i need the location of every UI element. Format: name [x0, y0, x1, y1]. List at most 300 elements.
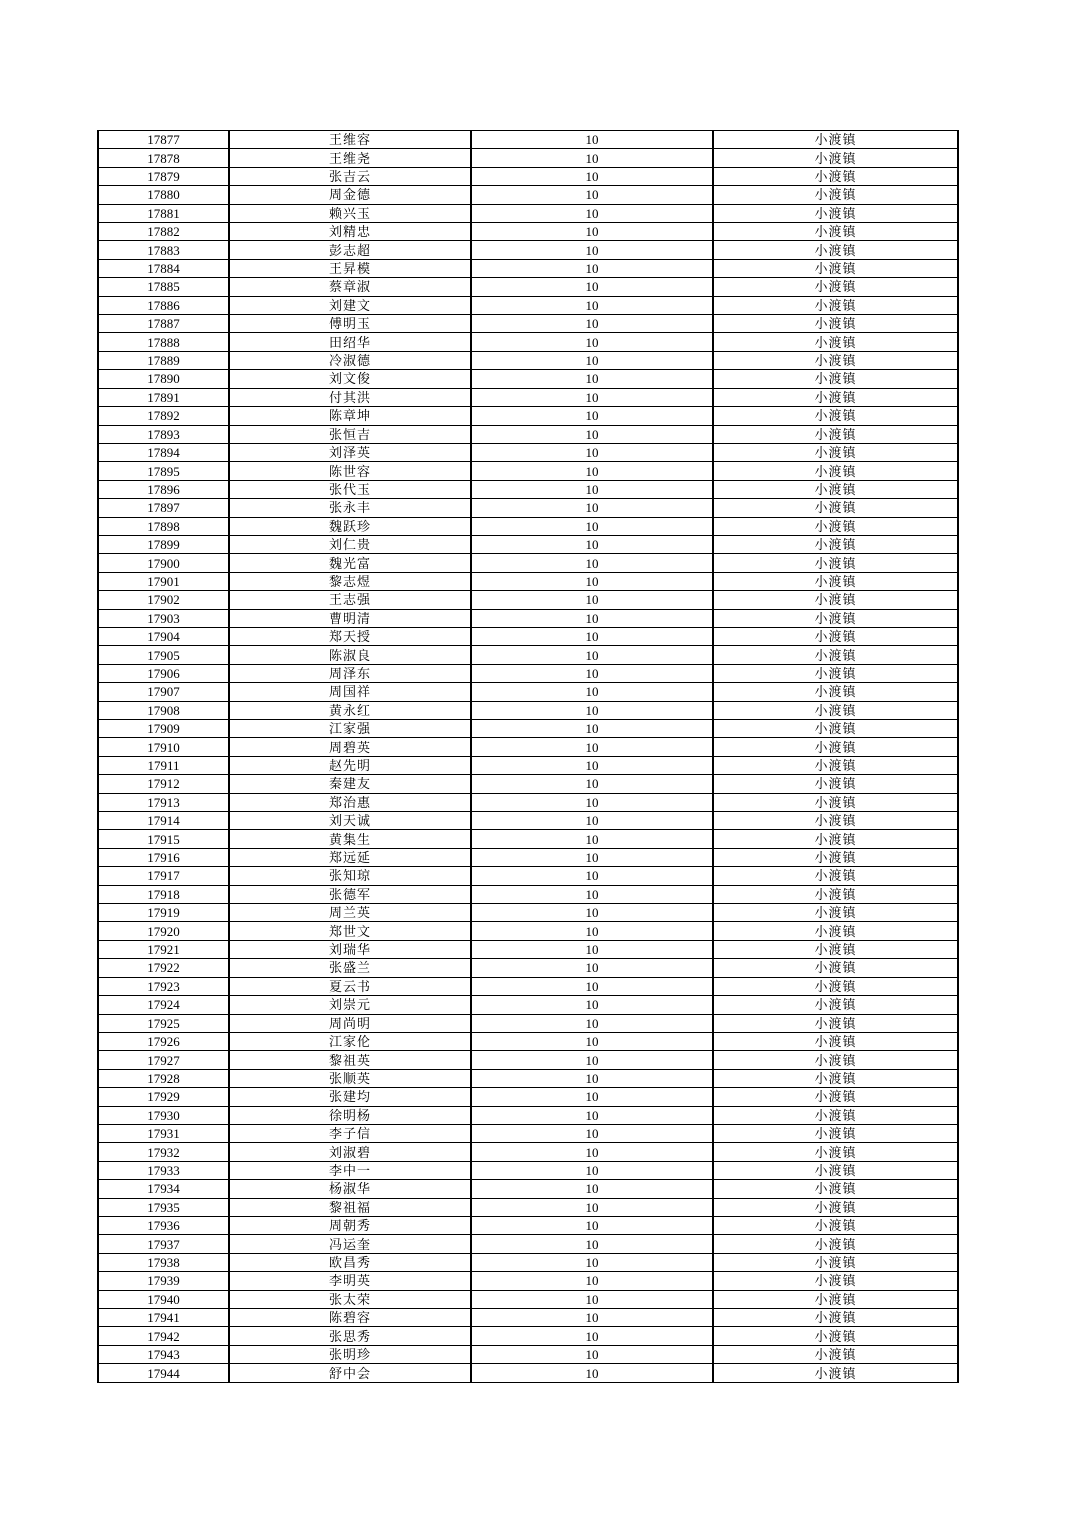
value-cell: 10 — [471, 1364, 713, 1383]
name-cell: 秦建友 — [229, 775, 471, 793]
table-row — [98, 609, 958, 627]
value-cell: 10 — [471, 1106, 713, 1124]
value-cell: 10 — [471, 996, 713, 1014]
name-cell: 陈世容 — [229, 462, 471, 480]
value-cell: 10 — [471, 535, 713, 553]
row-id-cell: 17943 — [98, 1345, 229, 1363]
value-cell: 10 — [471, 315, 713, 333]
table-body — [98, 131, 958, 1383]
value-cell: 10 — [471, 793, 713, 811]
table-row — [98, 1290, 958, 1308]
row-id-cell: 17929 — [98, 1088, 229, 1106]
value-cell: 10 — [471, 959, 713, 977]
table-row — [98, 1069, 958, 1087]
value-cell: 10 — [471, 922, 713, 940]
name-cell: 江家伦 — [229, 1032, 471, 1050]
town-cell: 小渡镇 — [713, 664, 958, 682]
name-cell: 王志强 — [229, 591, 471, 609]
row-id-cell: 17922 — [98, 959, 229, 977]
town-cell: 小渡镇 — [713, 278, 958, 296]
town-cell: 小渡镇 — [713, 499, 958, 517]
value-cell: 10 — [471, 1272, 713, 1290]
row-id-cell: 17918 — [98, 885, 229, 903]
value-cell: 10 — [471, 462, 713, 480]
value-cell: 10 — [471, 131, 713, 149]
table-row — [98, 812, 958, 830]
town-cell: 小渡镇 — [713, 167, 958, 185]
row-id-cell: 17914 — [98, 812, 229, 830]
table-row — [98, 940, 958, 958]
table-row — [98, 977, 958, 995]
row-id-cell: 17915 — [98, 830, 229, 848]
row-id-cell: 17891 — [98, 388, 229, 406]
value-cell: 10 — [471, 1124, 713, 1142]
row-id-cell: 17928 — [98, 1069, 229, 1087]
row-id-cell: 17877 — [98, 131, 229, 149]
table-row — [98, 1014, 958, 1032]
table-row — [98, 793, 958, 811]
town-cell: 小渡镇 — [713, 1216, 958, 1234]
name-cell: 张永丰 — [229, 499, 471, 517]
table-row — [98, 223, 958, 241]
name-cell: 黎志煜 — [229, 572, 471, 590]
town-cell: 小渡镇 — [713, 1290, 958, 1308]
name-cell: 周碧英 — [229, 738, 471, 756]
table-row — [98, 1364, 958, 1383]
town-cell: 小渡镇 — [713, 443, 958, 461]
name-cell: 郑天授 — [229, 627, 471, 645]
row-id-cell: 17934 — [98, 1180, 229, 1198]
town-cell: 小渡镇 — [713, 333, 958, 351]
row-id-cell: 17926 — [98, 1032, 229, 1050]
name-cell: 黎祖英 — [229, 1051, 471, 1069]
name-cell: 刘淑碧 — [229, 1143, 471, 1161]
name-cell: 魏跃珍 — [229, 517, 471, 535]
row-id-cell: 17884 — [98, 259, 229, 277]
name-cell: 李中一 — [229, 1161, 471, 1179]
row-id-cell: 17944 — [98, 1364, 229, 1383]
value-cell: 10 — [471, 1143, 713, 1161]
town-cell: 小渡镇 — [713, 812, 958, 830]
value-cell: 10 — [471, 407, 713, 425]
name-cell: 张代玉 — [229, 480, 471, 498]
town-cell: 小渡镇 — [713, 1272, 958, 1290]
name-cell: 彭志超 — [229, 241, 471, 259]
value-cell: 10 — [471, 149, 713, 167]
row-id-cell: 17906 — [98, 664, 229, 682]
row-id-cell: 17883 — [98, 241, 229, 259]
row-id-cell: 17879 — [98, 167, 229, 185]
town-cell: 小渡镇 — [713, 609, 958, 627]
name-cell: 刘建文 — [229, 296, 471, 314]
table-row — [98, 554, 958, 572]
town-cell: 小渡镇 — [713, 204, 958, 222]
row-id-cell: 17898 — [98, 517, 229, 535]
name-cell: 张思秀 — [229, 1327, 471, 1345]
value-cell: 10 — [471, 425, 713, 443]
value-cell: 10 — [471, 1198, 713, 1216]
town-cell: 小渡镇 — [713, 940, 958, 958]
value-cell: 10 — [471, 1088, 713, 1106]
town-cell: 小渡镇 — [713, 1345, 958, 1363]
table-row — [98, 1088, 958, 1106]
name-cell: 付其洪 — [229, 388, 471, 406]
name-cell: 周尚明 — [229, 1014, 471, 1032]
row-id-cell: 17902 — [98, 591, 229, 609]
row-id-cell: 17933 — [98, 1161, 229, 1179]
name-cell: 杨淑华 — [229, 1180, 471, 1198]
town-cell: 小渡镇 — [713, 683, 958, 701]
name-cell: 赵先明 — [229, 756, 471, 774]
value-cell: 10 — [471, 1290, 713, 1308]
town-cell: 小渡镇 — [713, 480, 958, 498]
value-cell: 10 — [471, 333, 713, 351]
table-row — [98, 1309, 958, 1327]
table-row — [98, 1272, 958, 1290]
town-cell: 小渡镇 — [713, 1180, 958, 1198]
town-cell: 小渡镇 — [713, 1069, 958, 1087]
table-row — [98, 959, 958, 977]
town-cell: 小渡镇 — [713, 388, 958, 406]
row-id-cell: 17909 — [98, 720, 229, 738]
row-id-cell: 17897 — [98, 499, 229, 517]
value-cell: 10 — [471, 351, 713, 369]
name-cell: 夏云书 — [229, 977, 471, 995]
table-row — [98, 591, 958, 609]
name-cell: 张吉云 — [229, 167, 471, 185]
town-cell: 小渡镇 — [713, 996, 958, 1014]
name-cell: 陈碧容 — [229, 1309, 471, 1327]
name-cell: 张建均 — [229, 1088, 471, 1106]
table-row — [98, 885, 958, 903]
name-cell: 刘仁贵 — [229, 535, 471, 553]
row-id-cell: 17885 — [98, 278, 229, 296]
value-cell: 10 — [471, 1309, 713, 1327]
name-cell: 张恒吉 — [229, 425, 471, 443]
table-row — [98, 241, 958, 259]
name-cell: 周朝秀 — [229, 1216, 471, 1234]
name-cell: 张知琼 — [229, 867, 471, 885]
town-cell: 小渡镇 — [713, 1161, 958, 1179]
table-row — [98, 315, 958, 333]
table-row — [98, 904, 958, 922]
row-id-cell: 17911 — [98, 756, 229, 774]
row-id-cell: 17932 — [98, 1143, 229, 1161]
table-row — [98, 1180, 958, 1198]
town-cell: 小渡镇 — [713, 351, 958, 369]
table-row — [98, 443, 958, 461]
table-row — [98, 535, 958, 553]
value-cell: 10 — [471, 756, 713, 774]
town-cell: 小渡镇 — [713, 1309, 958, 1327]
row-id-cell: 17923 — [98, 977, 229, 995]
name-cell: 张太荣 — [229, 1290, 471, 1308]
value-cell: 10 — [471, 259, 713, 277]
value-cell: 10 — [471, 627, 713, 645]
table-row — [98, 499, 958, 517]
value-cell: 10 — [471, 1216, 713, 1234]
row-id-cell: 17910 — [98, 738, 229, 756]
table-row — [98, 407, 958, 425]
table-row — [98, 646, 958, 664]
town-cell: 小渡镇 — [713, 407, 958, 425]
table-row — [98, 1032, 958, 1050]
town-cell: 小渡镇 — [713, 554, 958, 572]
table-row — [98, 775, 958, 793]
town-cell: 小渡镇 — [713, 627, 958, 645]
table-row — [98, 1253, 958, 1271]
town-cell: 小渡镇 — [713, 701, 958, 719]
value-cell: 10 — [471, 1161, 713, 1179]
town-cell: 小渡镇 — [713, 922, 958, 940]
row-id-cell: 17905 — [98, 646, 229, 664]
name-cell: 张明珍 — [229, 1345, 471, 1363]
value-cell: 10 — [471, 738, 713, 756]
value-cell: 10 — [471, 664, 713, 682]
name-cell: 周金德 — [229, 186, 471, 204]
table-row — [98, 1143, 958, 1161]
town-cell: 小渡镇 — [713, 646, 958, 664]
value-cell: 10 — [471, 443, 713, 461]
row-id-cell: 17896 — [98, 480, 229, 498]
value-cell: 10 — [471, 812, 713, 830]
town-cell: 小渡镇 — [713, 756, 958, 774]
town-cell: 小渡镇 — [713, 535, 958, 553]
row-id-cell: 17912 — [98, 775, 229, 793]
name-cell: 黄集生 — [229, 830, 471, 848]
town-cell: 小渡镇 — [713, 959, 958, 977]
value-cell: 10 — [471, 867, 713, 885]
value-cell: 10 — [471, 572, 713, 590]
value-cell: 10 — [471, 720, 713, 738]
name-cell: 王维尧 — [229, 149, 471, 167]
name-cell: 张德军 — [229, 885, 471, 903]
row-id-cell: 17900 — [98, 554, 229, 572]
value-cell: 10 — [471, 885, 713, 903]
table-row — [98, 296, 958, 314]
name-cell: 舒中会 — [229, 1364, 471, 1383]
row-id-cell: 17940 — [98, 1290, 229, 1308]
value-cell: 10 — [471, 646, 713, 664]
town-cell: 小渡镇 — [713, 1327, 958, 1345]
value-cell: 10 — [471, 1032, 713, 1050]
town-cell: 小渡镇 — [713, 775, 958, 793]
value-cell: 10 — [471, 940, 713, 958]
town-cell: 小渡镇 — [713, 131, 958, 149]
name-cell: 王昇模 — [229, 259, 471, 277]
name-cell: 刘天诚 — [229, 812, 471, 830]
value-cell: 10 — [471, 388, 713, 406]
town-cell: 小渡镇 — [713, 830, 958, 848]
town-cell: 小渡镇 — [713, 1124, 958, 1142]
value-cell: 10 — [471, 554, 713, 572]
row-id-cell: 17916 — [98, 848, 229, 866]
value-cell: 10 — [471, 609, 713, 627]
row-id-cell: 17907 — [98, 683, 229, 701]
value-cell: 10 — [471, 830, 713, 848]
row-id-cell: 17941 — [98, 1309, 229, 1327]
table-row — [98, 756, 958, 774]
value-cell: 10 — [471, 480, 713, 498]
row-id-cell: 17878 — [98, 149, 229, 167]
row-id-cell: 17901 — [98, 572, 229, 590]
value-cell: 10 — [471, 1069, 713, 1087]
row-id-cell: 17887 — [98, 315, 229, 333]
value-cell: 10 — [471, 1327, 713, 1345]
value-cell: 10 — [471, 223, 713, 241]
table-row — [98, 186, 958, 204]
name-cell: 魏光富 — [229, 554, 471, 572]
table-row — [98, 370, 958, 388]
row-id-cell: 17938 — [98, 1253, 229, 1271]
town-cell: 小渡镇 — [713, 149, 958, 167]
row-id-cell: 17936 — [98, 1216, 229, 1234]
name-cell: 江家强 — [229, 720, 471, 738]
row-id-cell: 17892 — [98, 407, 229, 425]
town-cell: 小渡镇 — [713, 296, 958, 314]
town-cell: 小渡镇 — [713, 848, 958, 866]
table-row — [98, 149, 958, 167]
value-cell: 10 — [471, 499, 713, 517]
town-cell: 小渡镇 — [713, 1364, 958, 1383]
town-cell: 小渡镇 — [713, 462, 958, 480]
name-cell: 李子信 — [229, 1124, 471, 1142]
name-cell: 徐明杨 — [229, 1106, 471, 1124]
table-row — [98, 259, 958, 277]
town-cell: 小渡镇 — [713, 1032, 958, 1050]
row-id-cell: 17913 — [98, 793, 229, 811]
name-cell: 郑世文 — [229, 922, 471, 940]
data-table — [97, 130, 959, 1383]
value-cell: 10 — [471, 204, 713, 222]
row-id-cell: 17931 — [98, 1124, 229, 1142]
name-cell: 傅明玉 — [229, 315, 471, 333]
table-row — [98, 1124, 958, 1142]
value-cell: 10 — [471, 1235, 713, 1253]
table-row — [98, 664, 958, 682]
row-id-cell: 17895 — [98, 462, 229, 480]
table-row — [98, 1216, 958, 1234]
town-cell: 小渡镇 — [713, 1235, 958, 1253]
value-cell: 10 — [471, 1253, 713, 1271]
row-id-cell: 17920 — [98, 922, 229, 940]
row-id-cell: 17917 — [98, 867, 229, 885]
town-cell: 小渡镇 — [713, 1014, 958, 1032]
value-cell: 10 — [471, 278, 713, 296]
row-id-cell: 17919 — [98, 904, 229, 922]
table-row — [98, 131, 958, 149]
value-cell: 10 — [471, 296, 713, 314]
table-row — [98, 1198, 958, 1216]
town-cell: 小渡镇 — [713, 223, 958, 241]
name-cell: 周国祥 — [229, 683, 471, 701]
value-cell: 10 — [471, 1014, 713, 1032]
name-cell: 蔡章淑 — [229, 278, 471, 296]
row-id-cell: 17893 — [98, 425, 229, 443]
name-cell: 张盛兰 — [229, 959, 471, 977]
row-id-cell: 17942 — [98, 1327, 229, 1345]
table-row — [98, 517, 958, 535]
name-cell: 冯运奎 — [229, 1235, 471, 1253]
name-cell: 刘崇元 — [229, 996, 471, 1014]
row-id-cell: 17882 — [98, 223, 229, 241]
town-cell: 小渡镇 — [713, 793, 958, 811]
value-cell: 10 — [471, 701, 713, 719]
town-cell: 小渡镇 — [713, 315, 958, 333]
town-cell: 小渡镇 — [713, 241, 958, 259]
table-row — [98, 1327, 958, 1345]
table-row — [98, 1051, 958, 1069]
row-id-cell: 17908 — [98, 701, 229, 719]
row-id-cell: 17886 — [98, 296, 229, 314]
name-cell: 曹明清 — [229, 609, 471, 627]
name-cell: 赖兴玉 — [229, 204, 471, 222]
town-cell: 小渡镇 — [713, 1143, 958, 1161]
value-cell: 10 — [471, 186, 713, 204]
name-cell: 周兰英 — [229, 904, 471, 922]
table-row — [98, 1235, 958, 1253]
table-row — [98, 627, 958, 645]
row-id-cell: 17889 — [98, 351, 229, 369]
value-cell: 10 — [471, 167, 713, 185]
table-row — [98, 351, 958, 369]
table-row — [98, 848, 958, 866]
table-row — [98, 922, 958, 940]
value-cell: 10 — [471, 370, 713, 388]
row-id-cell: 17937 — [98, 1235, 229, 1253]
row-id-cell: 17890 — [98, 370, 229, 388]
town-cell: 小渡镇 — [713, 738, 958, 756]
row-id-cell: 17881 — [98, 204, 229, 222]
table-row — [98, 388, 958, 406]
town-cell: 小渡镇 — [713, 720, 958, 738]
row-id-cell: 17904 — [98, 627, 229, 645]
town-cell: 小渡镇 — [713, 867, 958, 885]
value-cell: 10 — [471, 775, 713, 793]
row-id-cell: 17935 — [98, 1198, 229, 1216]
town-cell: 小渡镇 — [713, 572, 958, 590]
town-cell: 小渡镇 — [713, 1198, 958, 1216]
row-id-cell: 17924 — [98, 996, 229, 1014]
table-row — [98, 720, 958, 738]
table-row — [98, 204, 958, 222]
table-row — [98, 278, 958, 296]
value-cell: 10 — [471, 591, 713, 609]
town-cell: 小渡镇 — [713, 425, 958, 443]
name-cell: 郑远延 — [229, 848, 471, 866]
value-cell: 10 — [471, 241, 713, 259]
name-cell: 黎祖福 — [229, 1198, 471, 1216]
table-row — [98, 1345, 958, 1363]
name-cell: 刘精忠 — [229, 223, 471, 241]
town-cell: 小渡镇 — [713, 1253, 958, 1271]
table-row — [98, 1161, 958, 1179]
name-cell: 李明英 — [229, 1272, 471, 1290]
table-row — [98, 867, 958, 885]
town-cell: 小渡镇 — [713, 904, 958, 922]
town-cell: 小渡镇 — [713, 370, 958, 388]
name-cell: 郑治惠 — [229, 793, 471, 811]
table-row — [98, 830, 958, 848]
town-cell: 小渡镇 — [713, 885, 958, 903]
table-row — [98, 683, 958, 701]
table-row — [98, 738, 958, 756]
table-row — [98, 480, 958, 498]
value-cell: 10 — [471, 904, 713, 922]
town-cell: 小渡镇 — [713, 517, 958, 535]
value-cell: 10 — [471, 517, 713, 535]
row-id-cell: 17930 — [98, 1106, 229, 1124]
